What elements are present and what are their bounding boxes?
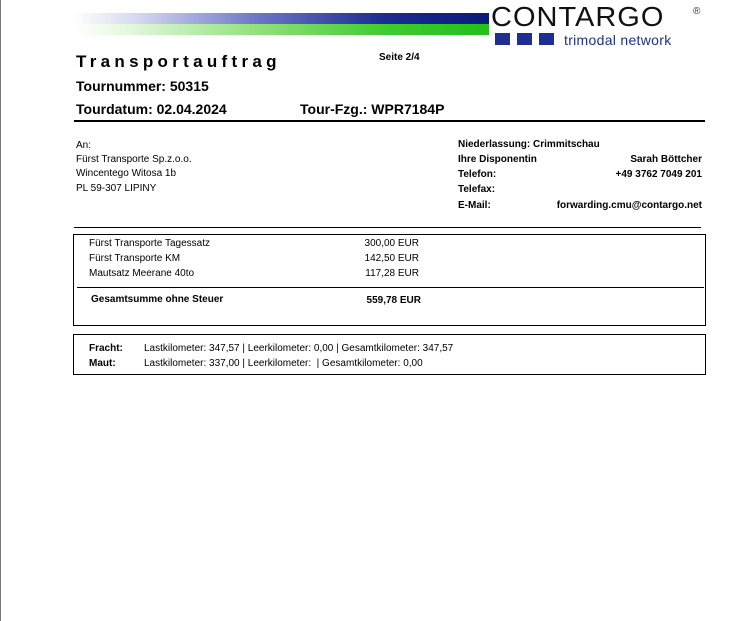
tour-number — [76, 78, 209, 94]
logo-square-icon — [495, 33, 510, 45]
fracht-label: Fracht: — [89, 343, 123, 354]
cost-item-label: Mautsatz Meerane 40to — [89, 268, 195, 279]
tour-date — [76, 101, 227, 117]
header-gradient-band — [74, 13, 489, 36]
tour-number-value: 50315 — [169, 78, 209, 94]
cost-item-label: Fürst Transporte KM — [89, 253, 181, 264]
cost-item-label: Fürst Transporte Tagessatz — [89, 238, 210, 249]
recipient-line: Fürst Transporte Sp.z.o.o. — [76, 154, 192, 165]
email-label: E-Mail: — [458, 200, 491, 211]
telefon-value: +49 3762 7049 201 — [615, 169, 702, 180]
tour-vehicle-label: Tour-Fzg.: — [300, 101, 368, 117]
niederlassung — [458, 139, 600, 150]
maut-kilometers: Lastkilometer: 337,00 | Leerkilometer: | Gesamtkilometer: 0,00 — [144, 358, 423, 369]
header-divider — [74, 120, 705, 122]
total-label: Gesamtsumme ohne Steuer — [91, 294, 224, 305]
email-link[interactable]: forwarding.cmu@contargo.net — [556, 200, 702, 211]
niederlassung-value: Crimmitschau — [533, 139, 600, 150]
telefon-label: Telefon: — [458, 169, 497, 180]
niederlassung-label: Niederlassung: — [458, 139, 531, 150]
tour-number-label: Tournummer: — [76, 78, 166, 94]
cost-item-amount: 117,28 EUR — [365, 268, 419, 279]
page-number: Seite 2/4 — [379, 52, 420, 63]
logo-tagline: trimodal network — [564, 32, 672, 48]
green-stripe — [74, 24, 489, 35]
total-amount: 559,78 EUR — [366, 295, 421, 306]
disponent-label: Ihre Disponentin — [458, 154, 537, 165]
tour-vehicle-value: WPR7184P — [371, 101, 445, 117]
address-divider — [74, 227, 701, 228]
recipient-line: Wincentego Witosa 1b — [76, 168, 177, 179]
cost-item-amount: 300,00 EUR — [364, 238, 419, 249]
logo-square-icon — [539, 33, 554, 45]
registered-mark: ® — [693, 6, 701, 17]
logo-square-icon — [517, 33, 532, 45]
tour-vehicle — [300, 101, 444, 117]
total-divider — [77, 287, 704, 288]
fracht-kilometers: Lastkilometer: 347,57 | Leerkilometer: 0,00 | Gesamtkilometer: 347,57 — [144, 343, 454, 354]
maut-label: Maut: — [89, 358, 116, 369]
recipient-label: An: — [76, 140, 92, 151]
cost-table — [73, 234, 706, 326]
disponent-value: Sarah Böttcher — [630, 154, 702, 165]
contargo-logo-wordmark: CONTARGO — [491, 2, 665, 33]
kilometer-summary — [73, 334, 706, 375]
tour-date-value: 02.04.2024 — [156, 101, 227, 117]
recipient-line: PL 59-307 LIPINY — [76, 183, 157, 194]
telefax-label: Telefax: — [458, 184, 496, 195]
document-title: Transportauftrag — [76, 52, 281, 71]
tour-date-label: Tourdatum: — [76, 101, 153, 117]
blue-stripe — [74, 13, 489, 24]
cost-item-amount: 142,50 EUR — [364, 253, 419, 264]
